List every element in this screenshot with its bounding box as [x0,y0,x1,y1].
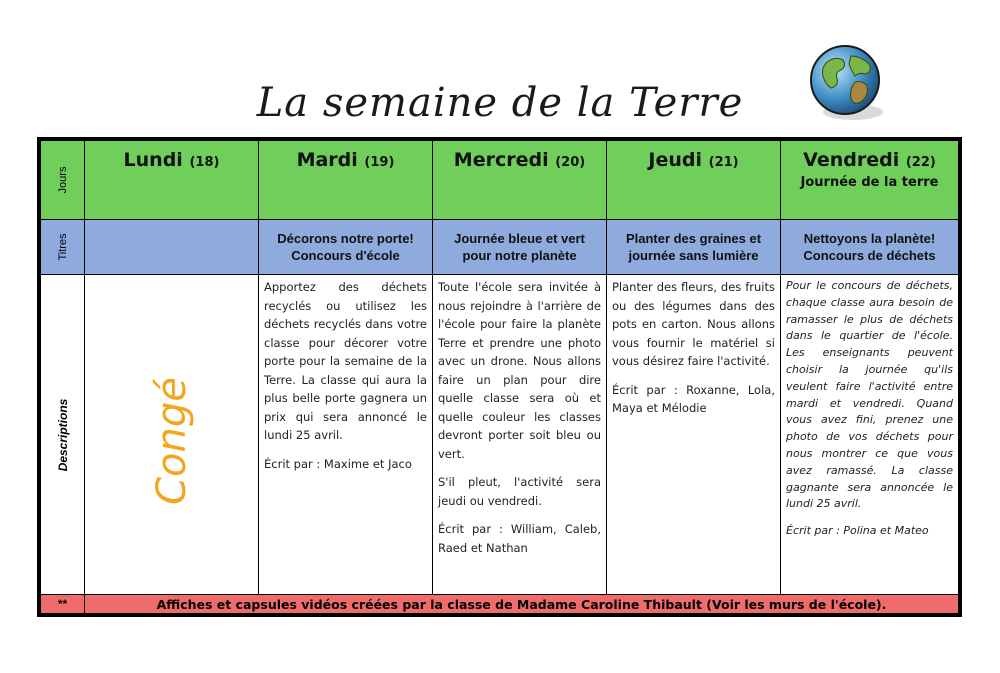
title-jeudi: Planter des graines et journée sans lumière [607,220,781,275]
row-label-descriptions: Descriptions [41,275,85,595]
desc-mardi: Apportez des déchets recyclés ou utilisez les déchets recyclés dans votre classe pour décorer votre porte pour la semaine de la Terre. La classe qui aura la plus belle porte gagnera un prix qui sera annoncé le lundi 25 avril. Écrit par : Maxime et Jaco [259,275,433,595]
descriptions-row [41,275,959,595]
desc-jeudi: Planter des fleurs, des fruits ou des légumes dans des pots en carton. Nous allons vous fournir le matériel si vous désirez faire l'activité. Écrit par : Roxanne, Lola, Maya et Mélodie [607,275,781,595]
footer-note: Affiches et capsules vidéos créées par la classe de Madame Caroline Thibault (Voir les murs de l'école). [85,595,959,614]
desc-mercredi: Toute l'école sera invitée à nous rejoindre à l'arrière de l'école pour faire la planète Terre et prendre une photo avec un drone. Nous allons faire un plan pour dire quelle classe sera où et quelle couleur les classes devront porter soit bleu ou vert. S'il pleut, l'activité sera jeudi ou vendredi. Écrit par : William, Caleb, Raed et Nathan [433,275,607,595]
title-mercredi: Journée bleue et vert pour notre planète [433,220,607,275]
day-header-jeudi: Jeudi (21) [607,141,781,220]
desc-vendredi: Pour le concours de déchets, chaque classe aura besoin de ramasser le plus de déchets dans le quartier de l'école. Les enseignants peuvent choisir la journée qu'ils veulent faire l'activité entre mardi et vendredi. Quand vous avez fini, prenez une photo de vos déchets pour nous montrer ce que vous avez ramassé. La classe gagnante sera annoncée le lundi 25 avril. Écrit par : Polina et Mateo [781,275,959,595]
day-header-lundi: Lundi (18) [85,141,259,220]
desc-lundi [85,275,259,595]
footer-row [41,595,959,614]
author-jeudi: Écrit par : Roxanne, Lola, Maya et Mélodie [612,382,775,415]
row-label-titles: Titres [41,220,85,275]
day-header-mercredi: Mercredi (20) [433,141,607,220]
week-schedule-table [40,140,959,614]
conge-label: Congé [148,376,195,505]
title-mardi: Décorons notre porte! Concours d'école [259,220,433,275]
row-label-days: Jours [41,141,85,220]
globe-icon [805,42,887,124]
title-vendredi: Nettoyons la planète! Concours de déchets [781,220,959,275]
day-subtitle: Journée de la terre [800,175,939,190]
author-vendredi: Écrit par : Polina et Mateo [786,524,929,538]
days-row [41,141,959,220]
day-header-mardi: Mardi (19) [259,141,433,220]
author-mercredi: Écrit par : William, Caleb, Raed et Nathan [438,522,601,555]
row-label-footer: ** [41,595,85,614]
day-header-vendredi: Vendredi (22) Journée de la terre [781,141,959,220]
title-lundi [85,220,259,275]
page-title: La semaine de la Terre [256,80,744,126]
author-mardi: Écrit par : Maxime et Jaco [264,456,412,471]
titles-row [41,220,959,275]
